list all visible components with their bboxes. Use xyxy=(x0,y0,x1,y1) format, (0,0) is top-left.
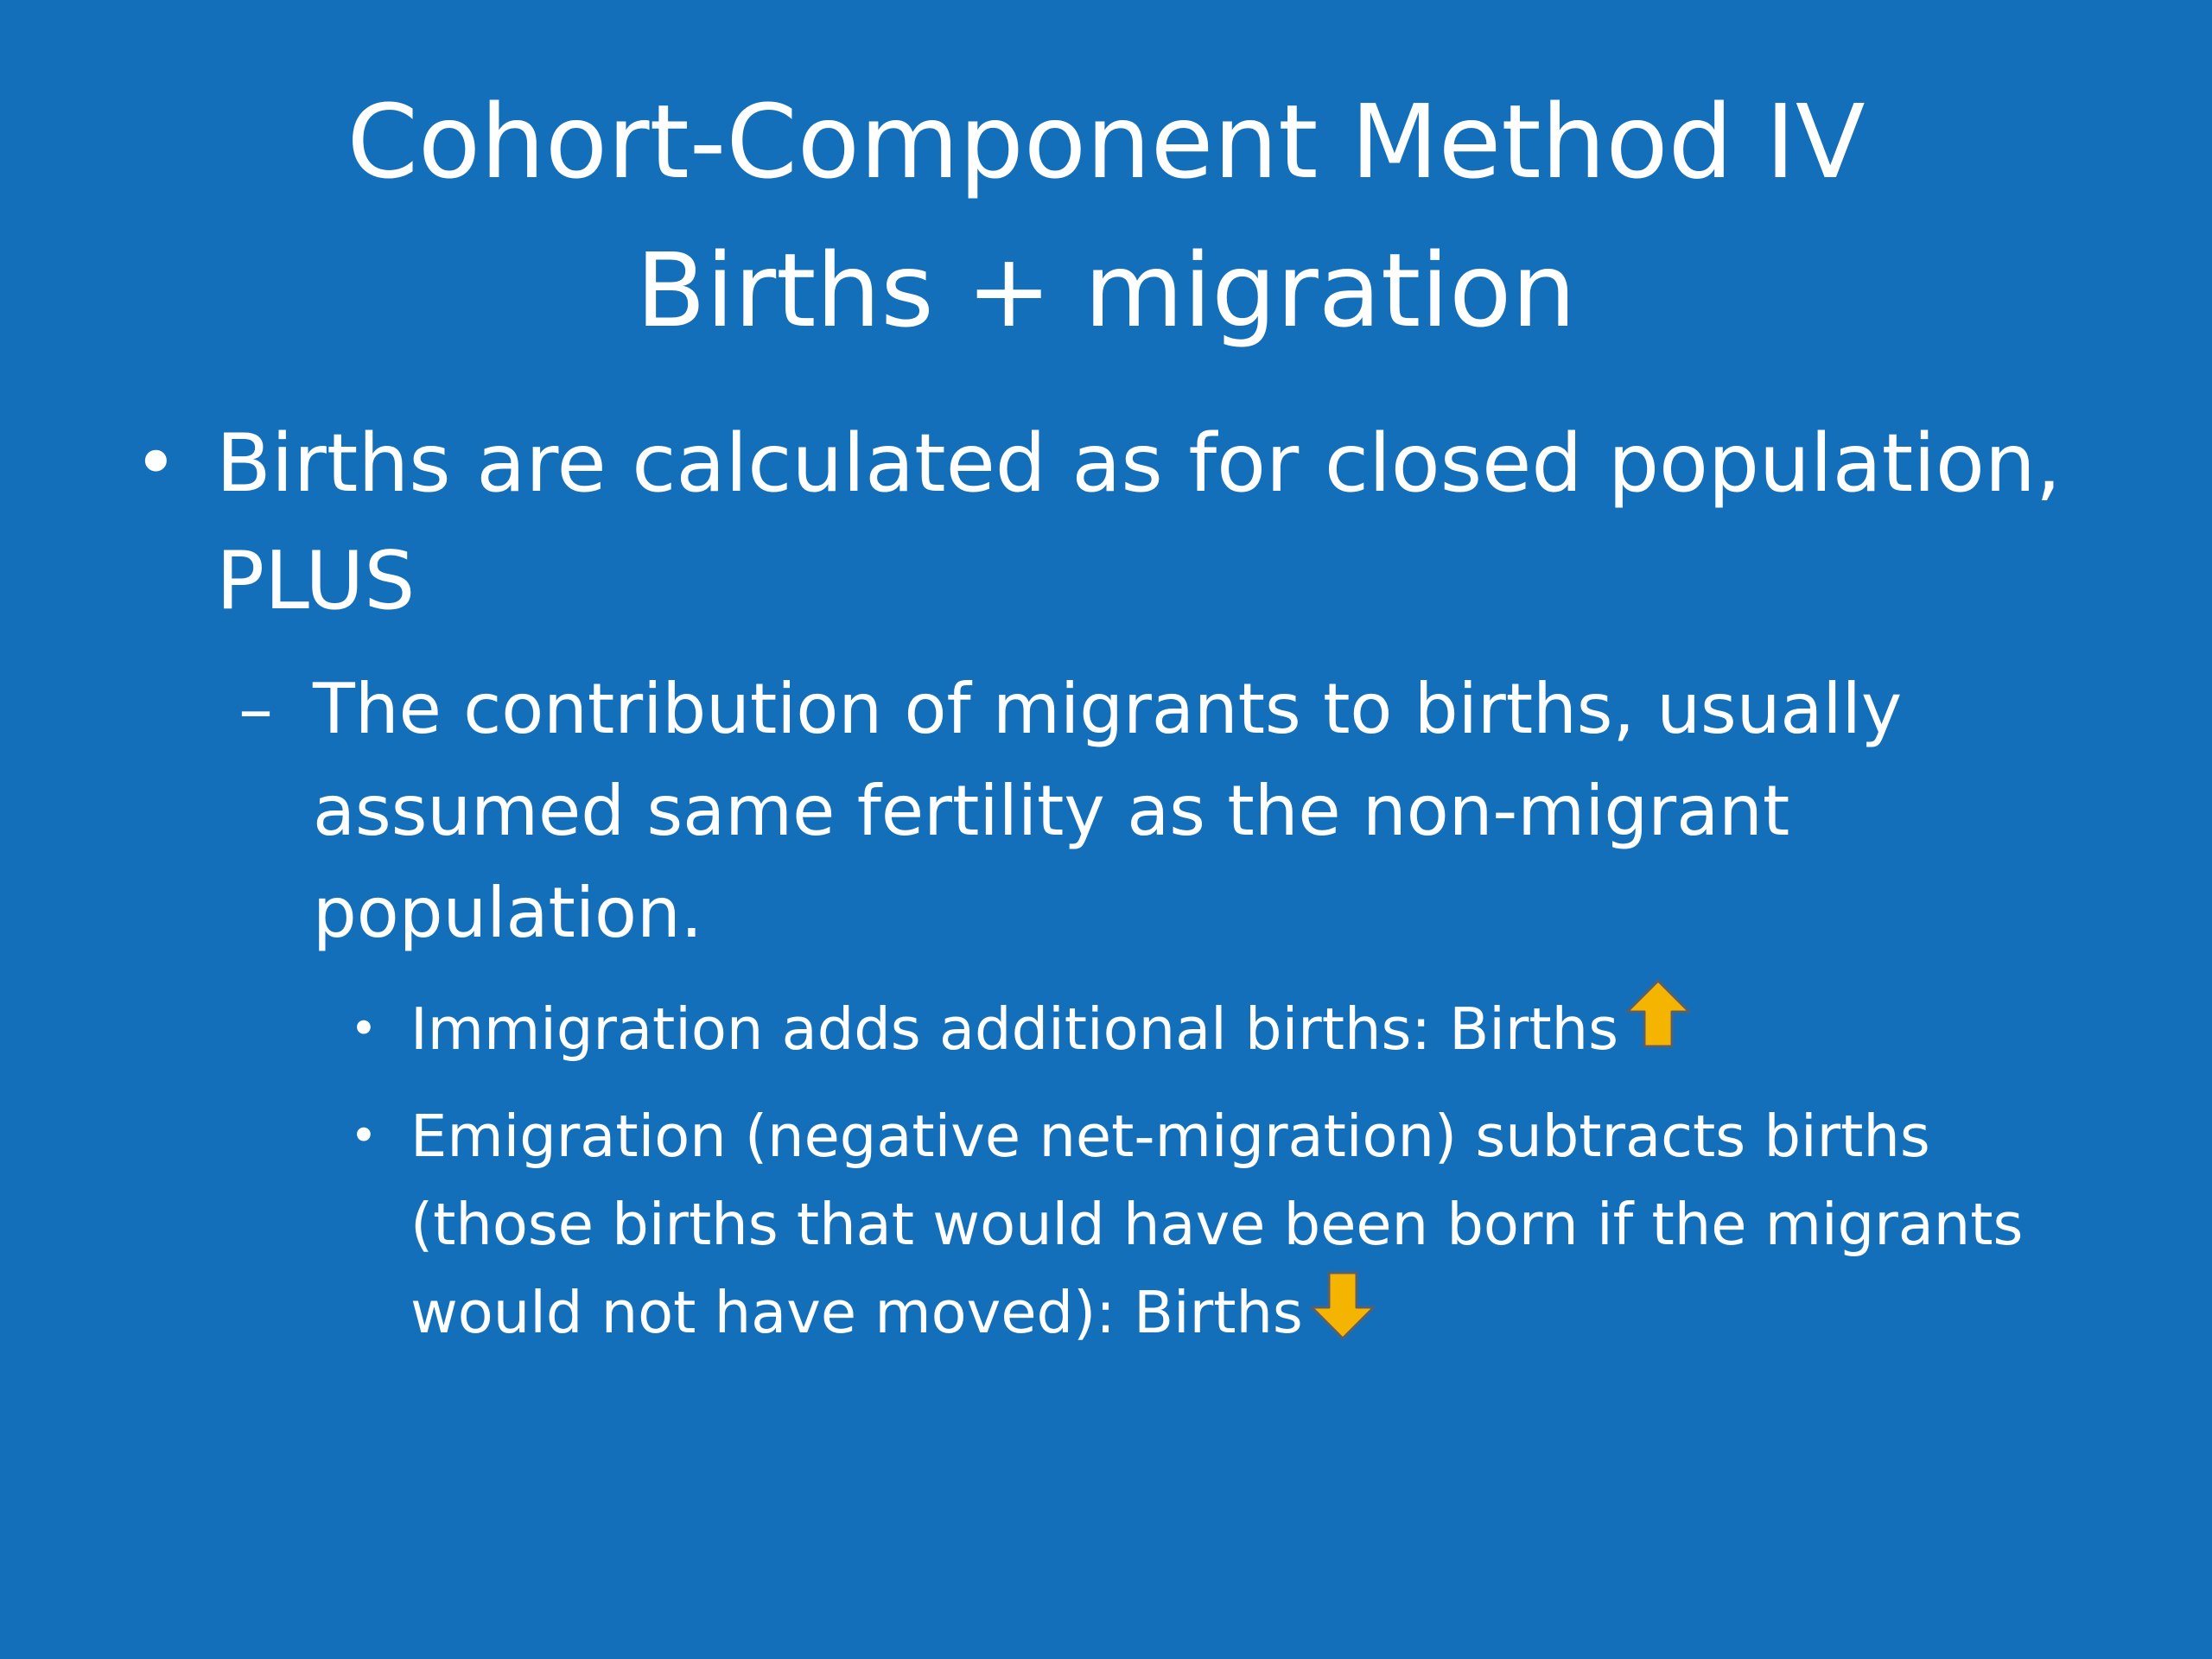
slide-title xyxy=(0,67,2212,365)
sub-subbullet-2 xyxy=(350,1092,2095,1363)
title-line-1: Cohort-Component Method IV xyxy=(346,82,1866,201)
bullet-1 xyxy=(134,404,2143,639)
arrow-up-icon xyxy=(1625,979,1691,1072)
subbullet-1-text: The contribution of migrants to births, usually assumed same fertility as the non-migrant population. xyxy=(313,669,1903,953)
sub-subbullet-2-text: Emigration (negative net-migration) subtracts births (those births that would have been born if the migrants would not have moved): Births xyxy=(410,1103,2024,1346)
sub-subbullet-marker: • xyxy=(350,1109,378,1163)
arrow-down-icon xyxy=(1310,1271,1376,1364)
sub-subbullet-marker: • xyxy=(350,1001,378,1056)
subbullet-marker: – xyxy=(238,669,273,749)
bullet-marker: • xyxy=(134,420,178,506)
bullet-1-text: Births are calculated as for closed population, PLUS xyxy=(216,416,2062,627)
sub-subbullet-1 xyxy=(350,985,2095,1079)
title-line-2: Births + migration xyxy=(635,231,1577,350)
sub-subbullet-1-text: Immigration adds additional births: Births xyxy=(410,995,1619,1063)
subbullet-1 xyxy=(238,658,2041,964)
